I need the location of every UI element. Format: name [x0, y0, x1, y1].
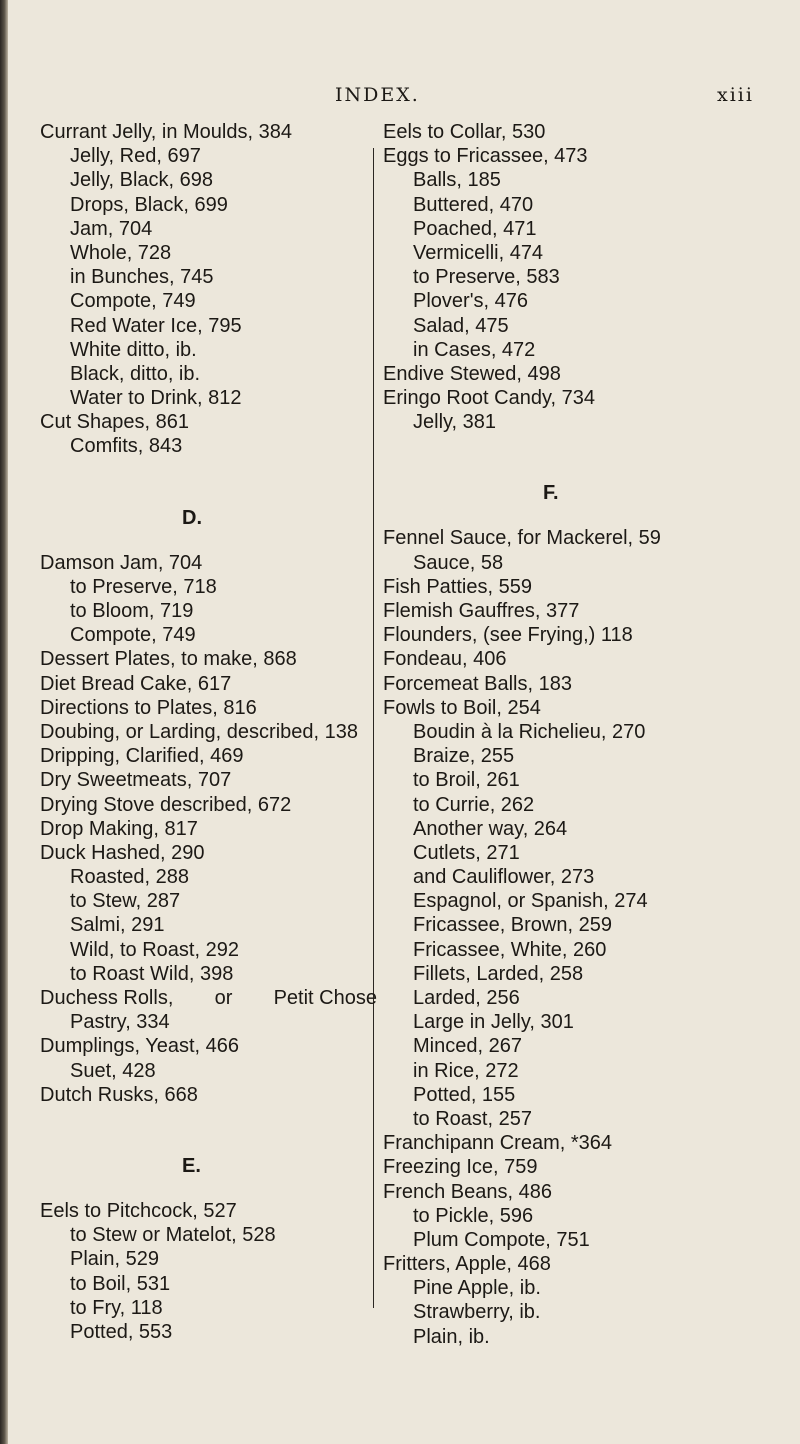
- index-subentry: Potted, 553: [70, 1320, 173, 1343]
- index-subentry: to Bloom, 719: [70, 600, 194, 622]
- index-subentry: in Bunches, 745: [70, 266, 214, 289]
- index-subentry: Red Water Ice, 795: [70, 314, 242, 337]
- index-subentry: Drops, Black, 699: [70, 193, 228, 216]
- index-subentry: to Currie, 262: [413, 793, 535, 816]
- index-subentry: to Pickle, 596: [413, 1204, 534, 1227]
- index-entry: Fritters, Apple, 468: [383, 1253, 551, 1276]
- index-subentry: Whole, 728: [70, 241, 172, 264]
- column-rule: [373, 148, 374, 1308]
- index-entry: Flounders, (see Frying,) 118: [383, 624, 633, 647]
- index-subentry: Fillets, Larded, 258: [413, 962, 584, 985]
- index-subentry: Plain, ib.: [413, 1325, 490, 1348]
- section-spacer: [40, 537, 372, 551]
- index-subentry: Jelly, Red, 697: [70, 145, 201, 168]
- index-entry: Forcemeat Balls, 183: [383, 672, 572, 695]
- index-entry: Dry Sweetmeats, 707: [40, 769, 232, 792]
- index-subentry: to Stew or Matelot, 528: [70, 1224, 276, 1247]
- index-entry: Eggs to Fricassee, 473: [383, 145, 588, 168]
- duchess-part-2: or: [214, 987, 233, 1009]
- index-subentry: to Broil, 261: [413, 769, 520, 792]
- right-column: [383, 120, 783, 1349]
- index-subentry: Boudin à la Richelieu, 270: [413, 720, 646, 743]
- index-subentry: Plain, 529: [70, 1248, 159, 1271]
- index-entry: Flemish Gauffres, 377: [383, 600, 580, 622]
- index-subentry: Cutlets, 271: [413, 841, 520, 864]
- page-number: xiii: [717, 84, 754, 106]
- index-entry: Fondeau, 406: [383, 648, 507, 671]
- index-entry: Doubing, or Larding, described, 138: [40, 720, 358, 743]
- index-subentry: Pastry, 334: [70, 1011, 170, 1034]
- index-subentry: in Rice, 272: [413, 1059, 519, 1082]
- index-entry: Freezing Ice, 759: [383, 1156, 538, 1179]
- index-subentry: Braize, 255: [413, 745, 515, 768]
- index-subentry: to Roast Wild, 398: [70, 962, 234, 985]
- index-subentry: Another way, 264: [413, 817, 568, 840]
- index-entry: Dumplings, Yeast, 466: [40, 1035, 240, 1058]
- index-entry: Drying Stove described, 672: [40, 793, 292, 816]
- index-subentry: Fricassee, Brown, 259: [413, 914, 612, 937]
- index-entry: Fennel Sauce, for Mackerel, 59: [383, 527, 661, 550]
- index-subentry: Roasted, 288: [70, 866, 189, 889]
- index-entry: Directions to Plates, 816: [40, 696, 257, 719]
- index-entry: Dripping, Clarified, 469: [40, 745, 244, 768]
- index-entry: Duck Hashed, 290: [40, 841, 205, 864]
- section-spacer: [40, 1107, 372, 1147]
- running-head-title: INDEX.: [335, 84, 420, 106]
- index-subentry: Balls, 185: [413, 169, 501, 192]
- index-subentry: Compote, 749: [70, 290, 196, 313]
- running-head: [0, 84, 800, 114]
- index-subentry: Comfits, 843: [70, 435, 183, 458]
- index-subentry: Espagnol, or Spanish, 274: [413, 890, 648, 913]
- index-entry: French Beans, 486: [383, 1180, 552, 1203]
- section-spacer: [383, 512, 783, 526]
- index-subentry: Water to Drink, 812: [70, 387, 242, 410]
- section-heading-f: F.: [543, 482, 559, 505]
- index-subentry: Strawberry, ib.: [413, 1301, 541, 1324]
- index-subentry: Black, ditto, ib.: [70, 362, 201, 385]
- index-subentry: Buttered, 470: [413, 193, 534, 216]
- index-entry: Currant Jelly, in Moulds, 384: [40, 121, 292, 143]
- section-spacer: [40, 459, 372, 499]
- index-entry: Fowls to Boil, 254: [383, 696, 541, 719]
- index-subentry: Sauce, 58: [413, 551, 504, 574]
- index-subentry: Pine Apple, ib.: [413, 1277, 541, 1300]
- index-subentry: Fricassee, White, 260: [413, 938, 607, 961]
- section-spacer: [383, 434, 783, 474]
- book-gutter: [0, 0, 8, 1444]
- index-subentry: Jelly, 381: [413, 411, 497, 434]
- index-entry: Diet Bread Cake, 617: [40, 672, 232, 695]
- index-subentry: White ditto, ib.: [70, 338, 197, 361]
- duchess-part-1: Duchess Rolls,: [40, 987, 174, 1009]
- index-subentry: to Roast, 257: [413, 1107, 532, 1130]
- index-subentry: to Fry, 118: [70, 1296, 163, 1319]
- index-subentry: Wild, to Roast, 292: [70, 938, 239, 961]
- index-subentry: Jelly, Black, 698: [70, 169, 214, 192]
- index-entry: Cut Shapes, 861: [40, 411, 189, 434]
- section-spacer: [40, 1185, 372, 1199]
- index-subentry: to Preserve, 718: [70, 575, 217, 598]
- index-subentry: and Cauliflower, 273: [413, 866, 595, 889]
- index-subentry: Jam, 704: [70, 217, 153, 240]
- index-entry: Eels to Pitchcock, 527: [40, 1199, 237, 1222]
- index-subentry: Poached, 471: [413, 217, 537, 240]
- index-entry: Dessert Plates, to make, 868: [40, 648, 297, 671]
- index-entry: Dutch Rusks, 668: [40, 1083, 198, 1106]
- index-entry: Franchipann Cream, *364: [383, 1132, 613, 1155]
- index-subentry: Potted, 155: [413, 1083, 516, 1106]
- index-subentry: to Boil, 531: [70, 1272, 171, 1295]
- index-entry: Damson Jam, 704: [40, 551, 203, 574]
- index-subentry: Large in Jelly, 301: [413, 1011, 574, 1034]
- index-subentry: Plover's, 476: [413, 290, 528, 313]
- index-entry: Fish Patties, 559: [383, 575, 532, 598]
- index-entry-justified: [40, 986, 377, 1010]
- section-heading-e: E.: [182, 1154, 201, 1177]
- index-subentry: Compote, 749: [70, 624, 196, 647]
- index-subentry: to Stew, 287: [70, 890, 181, 913]
- index-subentry: Plum Compote, 751: [413, 1228, 590, 1251]
- index-subentry: Minced, 267: [413, 1035, 522, 1058]
- index-subentry: Vermicelli, 474: [413, 241, 544, 264]
- index-entry: Eels to Collar, 530: [383, 121, 546, 143]
- index-entry: Endive Stewed, 498: [383, 362, 561, 385]
- index-subentry: to Preserve, 583: [413, 266, 560, 289]
- index-entry: Eringo Root Candy, 734: [383, 387, 595, 410]
- left-column: [40, 120, 377, 1344]
- section-heading-d: D.: [182, 506, 202, 529]
- index-entry: Drop Making, 817: [40, 817, 198, 840]
- index-subentry: in Cases, 472: [413, 338, 536, 361]
- duchess-part-3: Petit Chose: [273, 987, 377, 1009]
- index-subentry: Salad, 475: [413, 314, 509, 337]
- index-subentry: Larded, 256: [413, 987, 520, 1009]
- index-subentry: Salmi, 291: [70, 914, 165, 937]
- index-subentry: Suet, 428: [70, 1059, 156, 1082]
